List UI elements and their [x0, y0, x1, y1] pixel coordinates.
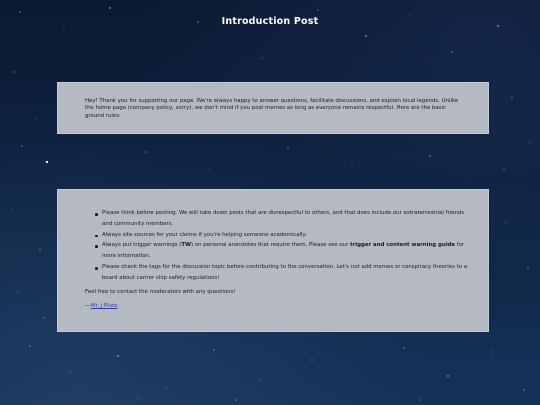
- rule-text: Please check the tags for the discussion topic before contributing to the conversation. Let's not add memes or conspiracy theories to a board about carrier ship safety regulations!: [102, 264, 468, 281]
- rule-item: [102, 208, 474, 230]
- intro-text: Hey! Thank you for supporting our page. We're always happy to answer questions, facilitate discussions, and explain local legends. Unlike the home page (company policy, sorry), we don't mind if you post memes as long as everyone remains respectful. Here are the basic ground rules:: [85, 98, 459, 119]
- intro-panel: [57, 82, 489, 134]
- rule-text-part: ) on personal anecdotes that require them. Please see our: [191, 242, 351, 249]
- signature-prefix: ---: [85, 303, 91, 310]
- closing-text: Feel free to contact the moderators with any questions!: [85, 288, 236, 295]
- signature: [85, 303, 474, 310]
- trigger-warning-abbrev: TW: [181, 242, 192, 249]
- rule-text-part: Always put trigger warnings (: [102, 242, 182, 249]
- rule-item: [102, 230, 474, 241]
- rules-panel: [57, 189, 489, 332]
- rule-text-part: for more information.: [102, 242, 465, 260]
- rule-item: [102, 240, 474, 262]
- rule-text: Always site sources for your claims if you're helping someone academically.: [102, 231, 307, 238]
- signature-link[interactable]: Mr. J Pluto: [90, 303, 118, 310]
- rule-text: Please think before posting. We will take down posts that are disrespectful to others, and that does include our extraterrestrial friends and community members.: [102, 210, 465, 227]
- rule-item: [102, 262, 474, 284]
- rules-list: [85, 208, 474, 284]
- page-title: Introduction Post: [221, 16, 319, 27]
- content-warning-guide-reference: trigger and content warning guide: [350, 242, 456, 249]
